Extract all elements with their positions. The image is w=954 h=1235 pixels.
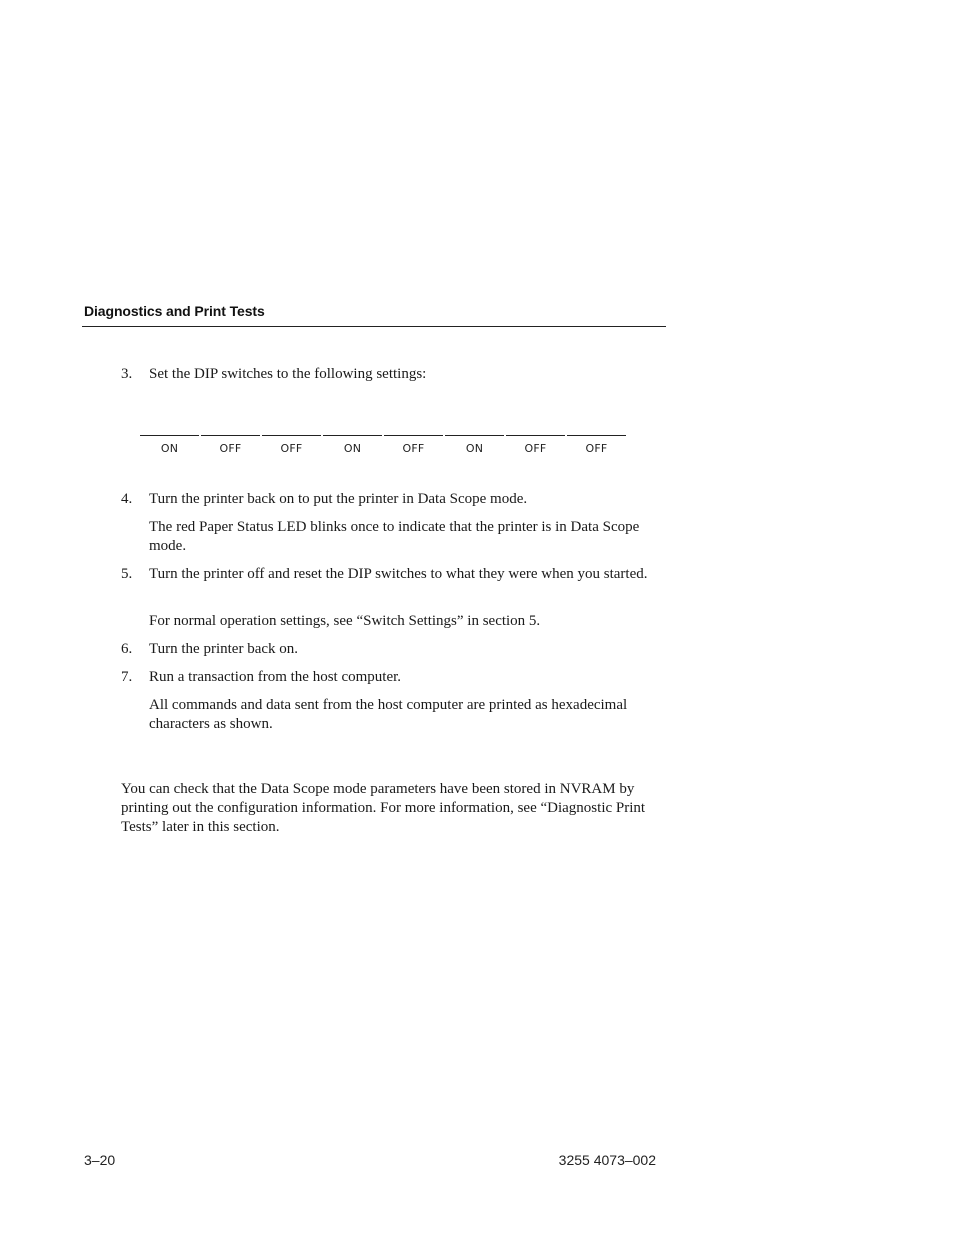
step-4-note: The red Paper Status LED blinks once to indicate that the printer is in Data Scope mode.	[149, 519, 640, 554]
switch-4	[323, 435, 382, 460]
switch-3-value: OFF	[280, 442, 303, 455]
closing-paragraph: You can check that the Data Scope mode parameters have been stored in NVRAM by printing out the configuration information. For more information, see “Diagnostic Print Tests” later in this section.	[121, 781, 646, 835]
step-text: Run a transaction from the host computer.	[149, 669, 402, 685]
step-number: 7.	[121, 669, 133, 685]
step-number: 5.	[121, 566, 133, 582]
step-text: Set the DIP switches to the following settings:	[149, 366, 427, 382]
switch-5	[384, 435, 443, 460]
step-number: 4.	[121, 491, 133, 507]
switch-3	[262, 435, 321, 460]
step-7-note: All commands and data sent from the host computer are printed as hexadecimal characters as shown.	[149, 697, 628, 732]
step-text: Turn the printer back on.	[149, 641, 299, 657]
step-number: 3.	[121, 366, 133, 382]
switch-4-value: ON	[343, 442, 362, 455]
switch-2-value: OFF	[219, 442, 242, 455]
switch-8-value: OFF	[585, 442, 608, 455]
section-header: Diagnostics and Print Tests	[84, 303, 265, 319]
document-number: 3255 4073–002	[558, 1152, 656, 1168]
switch-6	[445, 435, 504, 460]
switch-1	[140, 435, 199, 460]
switch-7-value: OFF	[524, 442, 547, 455]
switch-1-value: ON	[160, 442, 179, 455]
switch-5-value: OFF	[402, 442, 425, 455]
step-5-note: For normal operation settings, see “Switch Settings” in section 5.	[149, 613, 541, 629]
page-number: 3–20	[84, 1152, 116, 1168]
header-rule	[82, 326, 666, 327]
step-text: Turn the printer back on to put the printer in Data Scope mode.	[149, 491, 528, 507]
step-number: 6.	[121, 641, 133, 657]
switch-7	[506, 435, 565, 460]
switch-2	[201, 435, 260, 460]
step-text: Turn the printer off and reset the DIP switches to what they were when you started.	[149, 566, 648, 582]
switch-8	[567, 435, 626, 460]
switch-6-value: ON	[465, 442, 484, 455]
